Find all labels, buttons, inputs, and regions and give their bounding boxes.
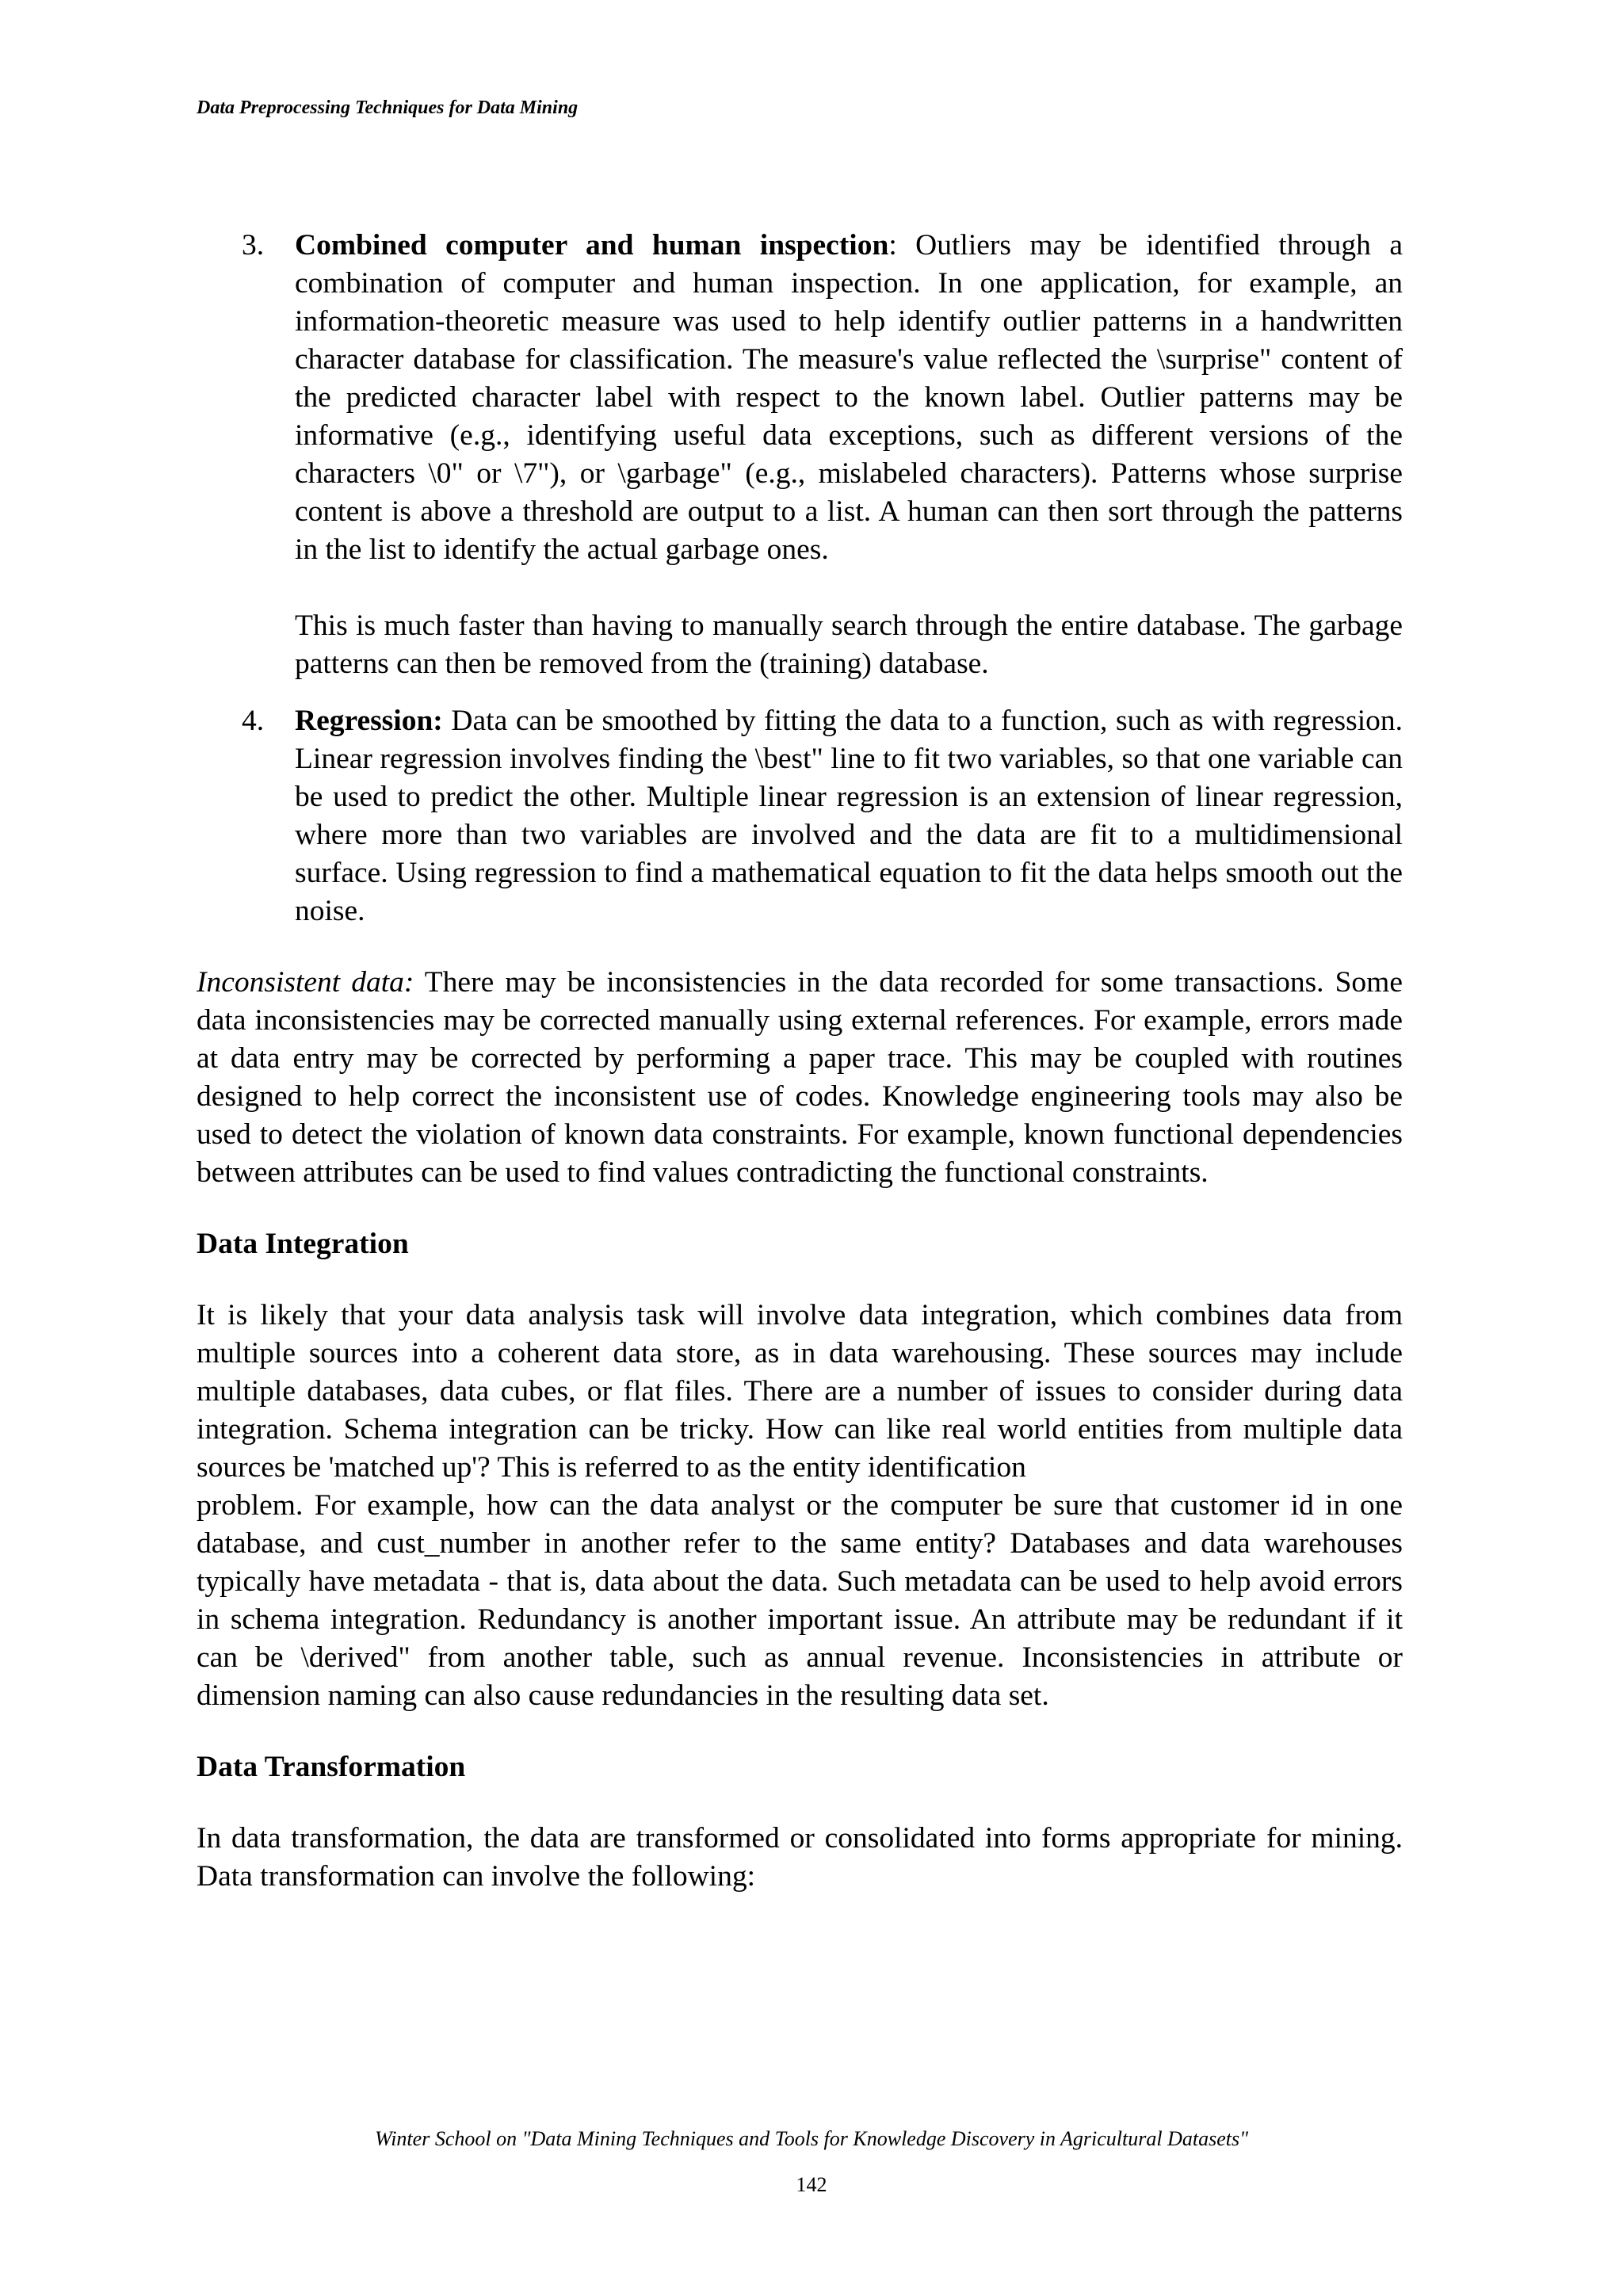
list-number: 3. bbox=[242, 229, 265, 262]
term-separator: : bbox=[888, 229, 897, 262]
page-footer: Winter School on "Data Mining Techniques and Tools for Knowledge Discovery in Agricultural Datasets" bbox=[374, 2127, 1249, 2150]
list-item-paragraph bbox=[295, 227, 1403, 569]
inconsistent-data-text: There may be inconsistencies in the data recorded for some transactions. Some data inconsistencies may be corrected manually using external references. For example, errors made at data entry may be corrected by performing a paper trace. This may be coupled with routines designed to help correct the inconsistent use of codes. Knowledge engineering tools may also be used to detect the violation of known data constraints. For example, known functional dependencies between attributes can be used to find values contradicting the functional constraints. bbox=[197, 966, 1403, 1189]
inconsistent-data-label: Inconsistent data: bbox=[197, 966, 414, 999]
inconsistent-data-paragraph bbox=[197, 964, 1403, 1192]
list-number: 4. bbox=[242, 705, 265, 737]
running-header: Data Preprocessing Techniques for Data Mining bbox=[197, 97, 579, 118]
section-heading-data-integration: Data Integration bbox=[197, 1228, 409, 1260]
list-item-regression bbox=[197, 702, 1403, 930]
list-item-text: Outliers may be identified through a combination of computer and human inspection. In one application, for example, an information-theoretic measure was used to help identify outlier patterns in a handwritten character database for classification. The measure's value reflected the \surprise" content of the predicted character label with respect to the known label. Outlier patterns may be informative (e.g., identifying useful data exceptions, such as different versions of the characters \0" or \7"), or \garbage" (e.g., mislabeled characters). Patterns whose surprise content is above a threshold are output to a list. A human can then sort through the patterns in the list to identify the actual garbage ones. bbox=[295, 229, 1403, 566]
list-item-term: Regression: bbox=[295, 705, 443, 737]
data-integration-paragraph-part2: problem. For example, how can the data analyst or the computer be sure that customer id in one database, and cust_number in another refer to the same entity? Databases and data warehouses typically have metadata - that is, data about the data. Such metadata can be used to help avoid errors in schema integration. Redundancy is another important issue. An attribute may be redundant if it can be \derived" from another table, such as annual revenue. Inconsistencies in attribute or dimension naming can also cause redundancies in the resulting data set. bbox=[197, 1489, 1403, 1712]
list-item-combined-inspection bbox=[197, 227, 1403, 683]
data-integration-paragraph-part1: It is likely that your data analysis task will involve data integration, which combines data from multiple sources into a coherent data store, as in data warehousing. These sources may include multiple databases, data cubes, or flat files. There are a number of issues to consider during data integration. Schema integration can be tricky. How can like real world entities from multiple data sources be 'matched up'? This is referred to as the entity identification bbox=[197, 1299, 1403, 1484]
list-item-text: Data can be smoothed by fitting the data to a function, such as with regression. Linear regression involves finding the \best" line to fit two variables, so that one variable can be used to predict the other. Multiple linear regression is an extension of linear regression, where more than two variables are involved and the data are fit to a multidimensional surface. Using regression to find a mathematical equation to fit the data helps smooth out the noise. bbox=[295, 705, 1403, 927]
section-heading-data-transformation: Data Transformation bbox=[197, 1751, 466, 1783]
page-content bbox=[197, 227, 1403, 1896]
data-transformation-paragraph: In data transformation, the data are transformed or consolidated into forms appropriate for mining. Data transformation can involve the following: bbox=[197, 1822, 1403, 1893]
list-item-paragraph bbox=[295, 702, 1403, 930]
page-number: 142 bbox=[796, 2173, 827, 2196]
list-item-term: Combined computer and human inspection bbox=[295, 229, 889, 262]
list-item-followup-paragraph: This is much faster than having to manually search through the entire database. The garbage patterns can then be removed from the (training) database. bbox=[295, 609, 1403, 680]
